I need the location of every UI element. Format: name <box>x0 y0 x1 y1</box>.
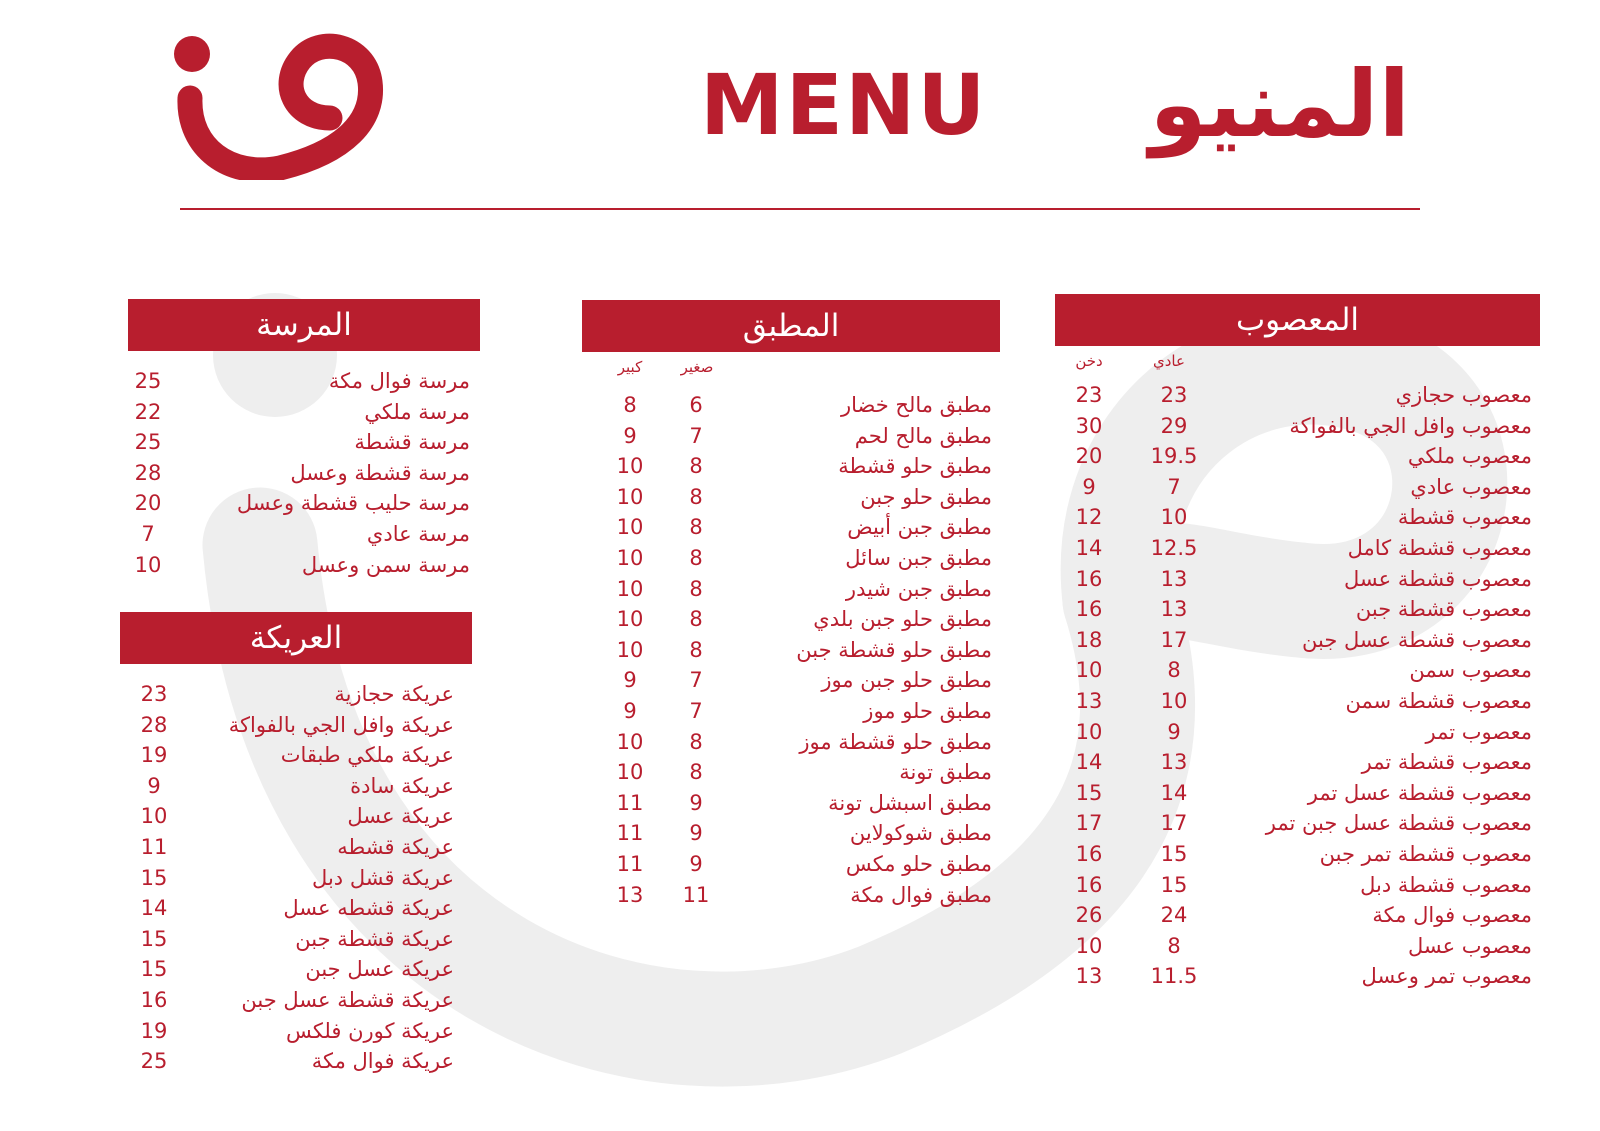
menu-item-row <box>582 727 1000 758</box>
price-regular: 14 <box>1160 780 1188 805</box>
menu-item-row <box>1055 686 1540 717</box>
item-name: مطبق حلو قشطة جبن <box>796 637 992 662</box>
price-price: 15 <box>140 865 168 890</box>
price-price: 19 <box>140 1018 168 1043</box>
price-price: 23 <box>140 682 168 706</box>
menu-item-row <box>582 665 1000 696</box>
menu-item-row <box>120 1016 472 1047</box>
price-price: 7 <box>141 521 155 546</box>
section-masoob <box>1055 294 1540 992</box>
menu-item-row <box>1055 441 1540 472</box>
menu-item-row <box>120 893 472 924</box>
item-name: عريكة حجازية <box>334 682 454 706</box>
item-name: مطبق تونة <box>899 760 992 785</box>
price-price: 25 <box>134 430 162 455</box>
menu-item-row <box>120 863 472 894</box>
price-large: 9 <box>623 668 637 693</box>
price-regular: 15 <box>1160 841 1188 866</box>
item-name: معصوب قشطة كامل <box>1347 535 1532 560</box>
price-price: 16 <box>140 987 168 1012</box>
price-price: 25 <box>134 369 162 393</box>
section-title-mutabbaq: المطبق <box>582 300 1000 352</box>
price-dukhan: 14 <box>1075 535 1103 560</box>
item-name: معصوب قشطة جبن <box>1355 597 1532 622</box>
price-regular: 19.5 <box>1150 444 1198 469</box>
item-name: عريكة وافل الجي بالفواكة <box>228 712 454 737</box>
menu-item-row <box>1055 594 1540 625</box>
price-small: 8 <box>689 760 703 785</box>
menu-item-row <box>120 740 472 771</box>
section-title-masoob: المعصوب <box>1055 294 1540 346</box>
price-small: 8 <box>689 729 703 754</box>
column-large: كبير <box>617 358 643 376</box>
price-dukhan: 26 <box>1075 903 1103 928</box>
item-name: مرسة قشطة <box>354 430 470 455</box>
price-large: 9 <box>623 698 637 723</box>
menu-item-row <box>1055 655 1540 686</box>
price-regular: 12.5 <box>1150 535 1198 560</box>
menu-item-row <box>1055 533 1540 564</box>
item-name: مطبق مالح خضار <box>840 393 992 417</box>
section-mutabbaq <box>582 300 1000 910</box>
menu-item-row <box>582 818 1000 849</box>
menu-item-row <box>582 390 1000 421</box>
price-dukhan: 9 <box>1082 474 1096 499</box>
item-name: معصوب قشطة تمر جبن <box>1319 841 1532 866</box>
header-divider <box>180 208 1420 210</box>
item-name: معصوب قشطة <box>1397 505 1532 530</box>
menu-item-row <box>1055 502 1540 533</box>
price-dukhan: 30 <box>1075 413 1103 438</box>
price-small: 6 <box>689 393 703 417</box>
price-price: 28 <box>140 712 168 737</box>
item-name: معصوب قشطة عسل <box>1344 566 1532 591</box>
item-name: عريكة قشطه عسل <box>283 896 454 921</box>
price-large: 10 <box>616 515 644 540</box>
item-name: مطبق حلو قشطة موز <box>799 729 992 754</box>
menu-item-row <box>1055 808 1540 839</box>
price-dukhan: 10 <box>1075 933 1103 958</box>
price-small: 8 <box>689 607 703 632</box>
item-name: معصوب تمر وعسل <box>1361 964 1532 989</box>
menu-item-row <box>120 1046 472 1077</box>
item-name: مطبق حلو جبن <box>860 484 992 509</box>
price-regular: 15 <box>1160 872 1188 897</box>
price-price: 22 <box>134 399 162 424</box>
price-small: 8 <box>689 484 703 509</box>
item-name: معصوب قشطة عسل تمر <box>1307 780 1532 805</box>
price-regular: 17 <box>1160 627 1188 652</box>
menu-item-row <box>582 574 1000 605</box>
item-name: مطبق حلو مكس <box>845 851 992 876</box>
price-small: 8 <box>689 637 703 662</box>
item-name: مطبق فوال مكة <box>850 882 992 907</box>
price-small: 7 <box>689 698 703 723</box>
price-small: 11 <box>682 882 710 907</box>
menu-item-row <box>120 771 472 802</box>
price-price: 20 <box>134 491 162 516</box>
section-title-areeka: العريكة <box>120 612 472 664</box>
item-name: معصوب عسل <box>1407 933 1532 958</box>
price-price: 19 <box>140 743 168 768</box>
item-name: مطبق مالح لحم <box>854 423 992 448</box>
column-small: صغير <box>680 358 714 376</box>
price-regular: 9 <box>1167 719 1181 744</box>
item-name: عريكة قشل دبل <box>312 865 454 890</box>
price-small: 9 <box>689 851 703 876</box>
item-name: عريكة سادة <box>350 773 454 798</box>
menu-item-row <box>1055 380 1540 411</box>
price-small: 7 <box>689 423 703 448</box>
menu-item-row <box>120 924 472 955</box>
menu-item-row <box>1055 747 1540 778</box>
item-name: عريكة قشطة عسل جبن <box>241 987 454 1012</box>
item-name: معصوب قشطة عسل جبن تمر <box>1265 811 1532 836</box>
menu-item-row <box>128 397 480 428</box>
item-name: عريكة قشطه <box>337 834 454 859</box>
price-regular: 17 <box>1160 811 1188 836</box>
price-dukhan: 23 <box>1075 383 1103 407</box>
menu-item-row <box>128 488 480 519</box>
price-regular: 13 <box>1160 750 1188 775</box>
item-name: مطبق حلو موز <box>863 698 992 723</box>
item-name: عريكة كورن فلكس <box>286 1018 454 1043</box>
price-regular: 13 <box>1160 566 1188 591</box>
price-large: 11 <box>616 790 644 815</box>
menu-item-row <box>120 954 472 985</box>
price-small: 9 <box>689 821 703 846</box>
menu-item-row <box>1055 839 1540 870</box>
menu-item-row <box>1055 717 1540 748</box>
item-name: معصوب وافل الجي بالفواكة <box>1289 413 1532 438</box>
section-marsa <box>128 299 480 580</box>
price-small: 8 <box>689 576 703 601</box>
price-large: 13 <box>616 882 644 907</box>
item-name: عريكة عسل جبن <box>305 957 454 982</box>
price-small: 8 <box>689 545 703 570</box>
item-name: مطبق شوكولاين <box>849 821 992 846</box>
price-dukhan: 17 <box>1075 811 1103 836</box>
menu-item-row <box>128 366 480 397</box>
price-price: 9 <box>147 773 161 798</box>
price-regular: 29 <box>1160 413 1188 438</box>
price-large: 11 <box>616 851 644 876</box>
price-large: 10 <box>616 607 644 632</box>
menu-item-row <box>120 801 472 832</box>
price-price: 15 <box>140 926 168 951</box>
price-regular: 24 <box>1160 903 1188 928</box>
price-large: 10 <box>616 760 644 785</box>
item-name: معصوب قشطة دبل <box>1360 872 1532 897</box>
price-dukhan: 20 <box>1075 444 1103 469</box>
price-price: 14 <box>140 896 168 921</box>
item-name: مرسة ملكي <box>364 399 470 424</box>
menu-item-row <box>1055 625 1540 656</box>
brand-logo-icon <box>170 30 400 180</box>
price-regular: 7 <box>1167 474 1181 499</box>
column-dukhan: دخن <box>1075 352 1103 370</box>
item-name: معصوب ملكي <box>1407 444 1532 469</box>
price-large: 8 <box>623 393 637 417</box>
menu-item-row <box>1055 931 1540 962</box>
item-name: مطبق حلو جبن موز <box>821 668 992 693</box>
price-large: 10 <box>616 729 644 754</box>
menu-item-row <box>1055 900 1540 931</box>
menu-item-row <box>582 421 1000 452</box>
price-large: 11 <box>616 821 644 846</box>
item-name: مطبق جبن أبيض <box>847 515 992 540</box>
item-name: مطبق جبن سائل <box>845 545 992 570</box>
menu-item-row <box>120 710 472 741</box>
price-small: 9 <box>689 790 703 815</box>
menu-item-row <box>582 880 1000 911</box>
section-areeka <box>120 612 472 1077</box>
price-regular: 13 <box>1160 597 1188 622</box>
menu-item-row <box>128 550 480 581</box>
menu-item-row <box>1055 778 1540 809</box>
menu-item-row <box>582 482 1000 513</box>
item-name: مطبق حلو قشطة <box>838 454 992 479</box>
item-name: معصوب حجازي <box>1395 383 1532 407</box>
item-name: مرسة فوال مكة <box>328 369 470 393</box>
item-name: معصوب قشطة تمر <box>1361 750 1532 775</box>
menu-item-row <box>1055 961 1540 992</box>
price-price: 10 <box>134 552 162 577</box>
price-dukhan: 18 <box>1075 627 1103 652</box>
menu-item-row <box>582 451 1000 482</box>
item-name: مطبق حلو جبن بلدي <box>813 607 992 632</box>
menu-item-row <box>582 757 1000 788</box>
price-dukhan: 13 <box>1075 688 1103 713</box>
menu-item-row <box>128 458 480 489</box>
item-name: مرسة قشطة وعسل <box>290 460 470 485</box>
menu-item-row <box>1055 870 1540 901</box>
item-name: عريكة ملكي طبقات <box>280 743 454 768</box>
price-price: 10 <box>140 804 168 829</box>
price-regular: 8 <box>1167 658 1181 683</box>
price-regular: 23 <box>1160 383 1188 407</box>
menu-item-row <box>128 519 480 550</box>
title-english: MENU <box>700 56 988 154</box>
item-name: مرسة سمن وعسل <box>301 552 470 577</box>
menu-item-row <box>1055 472 1540 503</box>
column-headers <box>582 352 1000 382</box>
menu-item-row <box>1055 411 1540 442</box>
price-price: 11 <box>140 834 168 859</box>
price-regular: 10 <box>1160 688 1188 713</box>
item-name: عريكة قشطة جبن <box>295 926 454 951</box>
column-regular: عادي <box>1153 352 1185 370</box>
menu-item-row <box>120 985 472 1016</box>
price-large: 10 <box>616 484 644 509</box>
price-price: 25 <box>140 1049 168 1074</box>
menu-item-row <box>582 512 1000 543</box>
menu-item-row <box>582 543 1000 574</box>
menu-item-row <box>582 604 1000 635</box>
item-name: مطبق جبن شيدر <box>845 576 992 601</box>
item-name: عريكة فوال مكة <box>311 1049 454 1074</box>
price-dukhan: 13 <box>1075 964 1103 989</box>
price-dukhan: 10 <box>1075 719 1103 744</box>
menu-item-row <box>582 849 1000 880</box>
price-small: 8 <box>689 454 703 479</box>
price-regular: 11.5 <box>1150 964 1198 989</box>
price-small: 8 <box>689 515 703 540</box>
price-dukhan: 16 <box>1075 566 1103 591</box>
menu-item-row <box>582 788 1000 819</box>
title-arabic: المنيو <box>1149 51 1410 158</box>
item-name: مرسة حليب قشطة وعسل <box>236 491 470 516</box>
item-name: مطبق اسبشل تونة <box>828 790 992 815</box>
price-dukhan: 16 <box>1075 597 1103 622</box>
item-name: معصوب قشطة سمن <box>1345 688 1532 713</box>
price-large: 10 <box>616 545 644 570</box>
menu-item-row <box>120 679 472 710</box>
price-regular: 10 <box>1160 505 1188 530</box>
price-dukhan: 10 <box>1075 658 1103 683</box>
item-name: معصوب فوال مكة <box>1372 903 1532 928</box>
menu-item-row <box>1055 564 1540 595</box>
item-name: معصوب عادي <box>1410 474 1532 499</box>
price-large: 10 <box>616 454 644 479</box>
item-name: مرسة عادي <box>366 521 470 546</box>
price-dukhan: 12 <box>1075 505 1103 530</box>
menu-item-row <box>582 635 1000 666</box>
price-small: 7 <box>689 668 703 693</box>
price-price: 15 <box>140 957 168 982</box>
menu-item-row <box>582 696 1000 727</box>
item-name: معصوب قشطة عسل جبن <box>1302 627 1532 652</box>
item-name: معصوب تمر <box>1425 719 1532 744</box>
menu-item-row <box>120 832 472 863</box>
price-large: 9 <box>623 423 637 448</box>
item-name: عريكة عسل <box>347 804 454 829</box>
price-dukhan: 15 <box>1075 780 1103 805</box>
section-title-marsa: المرسة <box>128 299 480 351</box>
price-price: 28 <box>134 460 162 485</box>
menu-item-row <box>128 427 480 458</box>
price-dukhan: 14 <box>1075 750 1103 775</box>
price-regular: 8 <box>1167 933 1181 958</box>
item-name: معصوب سمن <box>1409 658 1532 683</box>
price-large: 10 <box>616 576 644 601</box>
column-headers <box>1055 346 1540 376</box>
price-dukhan: 16 <box>1075 872 1103 897</box>
price-large: 10 <box>616 637 644 662</box>
price-dukhan: 16 <box>1075 841 1103 866</box>
